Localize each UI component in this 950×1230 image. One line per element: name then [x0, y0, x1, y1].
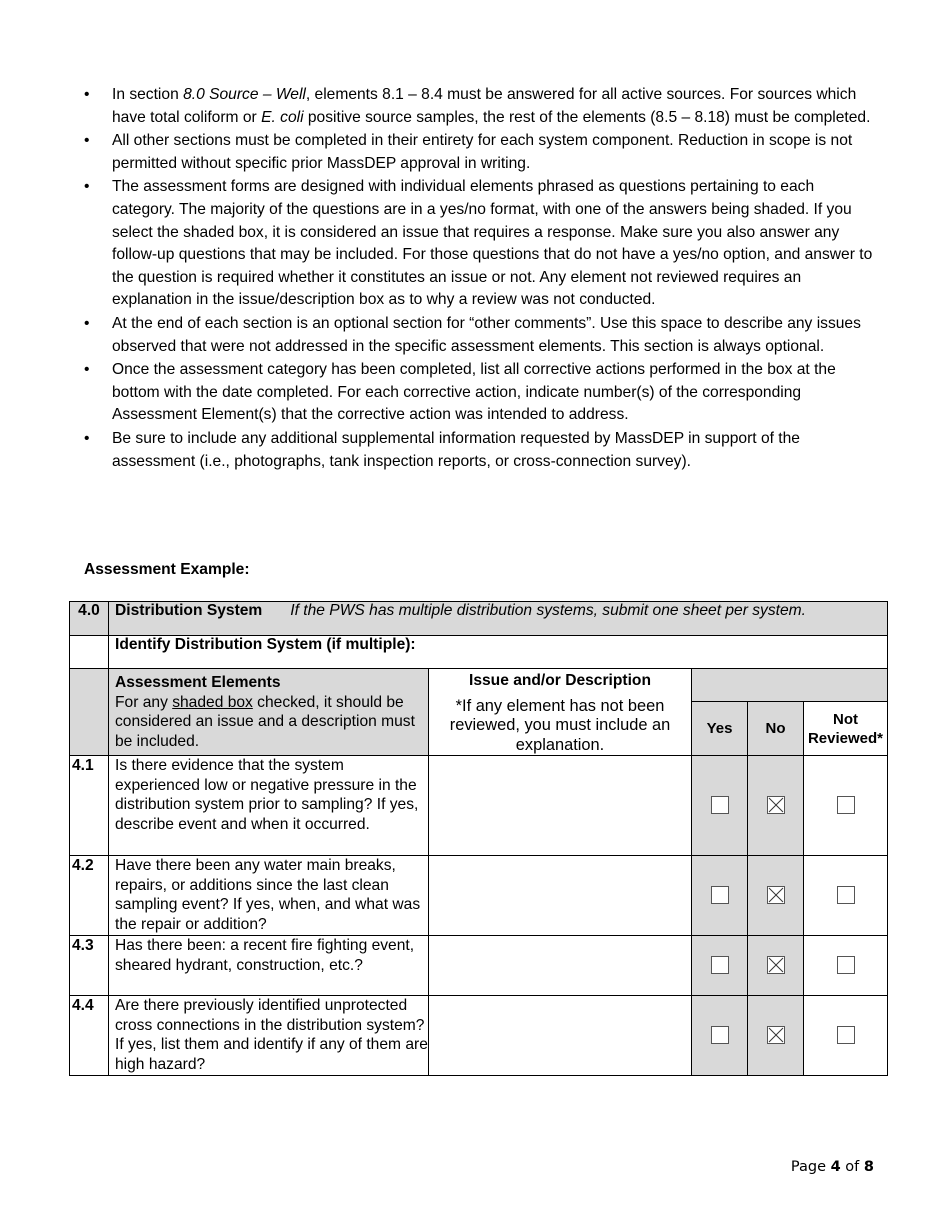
not-reviewed-cell [804, 996, 888, 1076]
bullet-icon: • [84, 429, 90, 447]
no-cell [748, 856, 804, 936]
bullet-icon: • [84, 132, 90, 150]
section-header [109, 602, 888, 636]
section-header-row [70, 602, 888, 636]
assessment-elements-title: Assessment Elements [115, 674, 281, 691]
current-page: 4 [830, 1159, 841, 1175]
no-checkbox[interactable] [767, 796, 785, 814]
columns-header-spacer [70, 669, 109, 756]
yes-cell [692, 936, 748, 996]
element-question: Are there previously identified unprotected cross connections in the distribution system? If yes, list them and identify if any of them are high hazard? [109, 996, 429, 1076]
no-checkbox[interactable] [767, 1026, 785, 1044]
assessment-table [69, 601, 888, 1076]
answer-group-header [692, 669, 888, 702]
instructions-list [84, 84, 874, 474]
not-reviewed-checkbox[interactable] [837, 886, 855, 904]
x-mark-icon [768, 797, 784, 813]
instruction-item: • All other sections must be completed in their entirety for each system component. Reduction in scope is not permitted without specific prior MassDEP approval in writing. [84, 132, 853, 172]
table-row [70, 856, 888, 936]
assessment-elements-header: Assessment Elements For any shaded box checked, it should be considered an issue and a description must be included. [109, 669, 429, 756]
not-reviewed-checkbox[interactable] [837, 1026, 855, 1044]
no-cell [748, 936, 804, 996]
issue-description-field[interactable] [429, 936, 692, 996]
instruction-item: • The assessment forms are designed with individual elements phrased as questions pertaining to each category. The majority of the questions are in a yes/no format, with one of the answers being shaded. If you select the shaded box, it is considered an issue that requires a response. Make sure you also answer any follow-up questions that may be included. For those questions that do not have a yes/no option, and answer to the question is required whether it constitutes an issue or not. Any element not reviewed requires an explanation in the issue/description box as to why a review was not conducted. [84, 178, 873, 309]
section-number: 4.0 [70, 602, 109, 636]
issue-description-title: Issue and/or Description [469, 672, 651, 689]
yes-cell [692, 856, 748, 936]
issue-description-header [429, 669, 692, 756]
columns-header-row [70, 669, 888, 702]
example-heading: Assessment Example: [84, 561, 250, 578]
not-reviewed-cell [804, 856, 888, 936]
identify-row [70, 636, 888, 669]
no-cell [748, 996, 804, 1076]
yes-checkbox[interactable] [711, 886, 729, 904]
section-note: If the PWS has multiple distribution systems, submit one sheet per system. [290, 602, 806, 619]
bullet-icon: • [84, 178, 90, 196]
issue-description-field[interactable] [429, 856, 692, 936]
col-not-reviewed: Not Reviewed* [804, 702, 888, 756]
instruction-item: • At the end of each section is an optional section for “other comments”. Use this space to describe any issues observed that were not addressed in the specific assessment elements. This section is always optional. [84, 314, 861, 355]
no-checkbox[interactable] [767, 886, 785, 904]
yes-checkbox[interactable] [711, 956, 729, 974]
table-row [70, 756, 888, 856]
issue-description-field[interactable] [429, 756, 692, 856]
bullet-icon: • [84, 361, 90, 379]
table-row [70, 936, 888, 996]
instruction-item: • Once the assessment category has been completed, list all corrective actions performed in the box at the bottom with the date completed. For each corrective action, indicate number(s) of the corresponding Assessment Element(s) that the corrective action was intended to address. [84, 361, 836, 424]
bullet-icon: • [84, 314, 90, 332]
ecoli-term: E. coli [261, 108, 304, 126]
total-pages: 8 [863, 1159, 874, 1175]
yes-checkbox[interactable] [711, 796, 729, 814]
issue-description-field[interactable] [429, 996, 692, 1076]
yes-checkbox[interactable] [711, 1026, 729, 1044]
element-number: 4.4 [70, 996, 109, 1076]
element-number: 4.2 [70, 856, 109, 936]
section-title: Distribution System [115, 602, 263, 619]
not-reviewed-checkbox[interactable] [837, 956, 855, 974]
issue-description-note: *If any element has not been reviewed, you must include an explanation. [449, 696, 671, 754]
yes-cell [692, 756, 748, 856]
element-question: Have there been any water main breaks, repairs, or additions since the last clean sampling event? If yes, when, and what was the repair or addition? [109, 856, 429, 936]
yes-cell [692, 996, 748, 1076]
col-yes: Yes [692, 702, 748, 756]
not-reviewed-checkbox[interactable] [837, 796, 855, 814]
x-mark-icon [768, 957, 784, 973]
identify-system-label: Identify Distribution System (if multiple): [109, 636, 888, 669]
element-question: Has there been: a recent fire fighting event, sheared hydrant, construction, etc.? [109, 936, 429, 996]
instruction-item: • In section 8.0 Source – Well, elements 8.1 – 8.4 must be answered for all active sources. For sources which have total coliform or E. coli positive source samples, the rest of the elements (8.5 – 8.18) must be completed. [84, 86, 871, 126]
col-no: No [748, 702, 804, 756]
page-footer: Page 4 of 8 [790, 1159, 874, 1175]
x-mark-icon [768, 887, 784, 903]
no-checkbox[interactable] [767, 956, 785, 974]
instruction-item: • Be sure to include any additional supplemental information requested by MassDEP in support of the assessment (i.e., photographs, tank inspection reports, or cross-connection survey). [84, 429, 800, 470]
section-ref: 8.0 Source – Well [183, 86, 306, 103]
not-reviewed-cell [804, 936, 888, 996]
element-number: 4.3 [70, 936, 109, 996]
element-question: Is there evidence that the system experienced low or negative pressure in the distribution system prior to sampling? If yes, describe event and when it occurred. [109, 756, 429, 856]
shaded-box-term: shaded box [172, 693, 253, 711]
assessment-rows [70, 756, 888, 1076]
x-mark-icon [768, 1027, 784, 1043]
no-cell [748, 756, 804, 856]
table-row [70, 996, 888, 1076]
not-reviewed-cell [804, 756, 888, 856]
bullet-icon: • [84, 86, 90, 103]
element-number: 4.1 [70, 756, 109, 856]
identify-spacer [70, 636, 109, 669]
